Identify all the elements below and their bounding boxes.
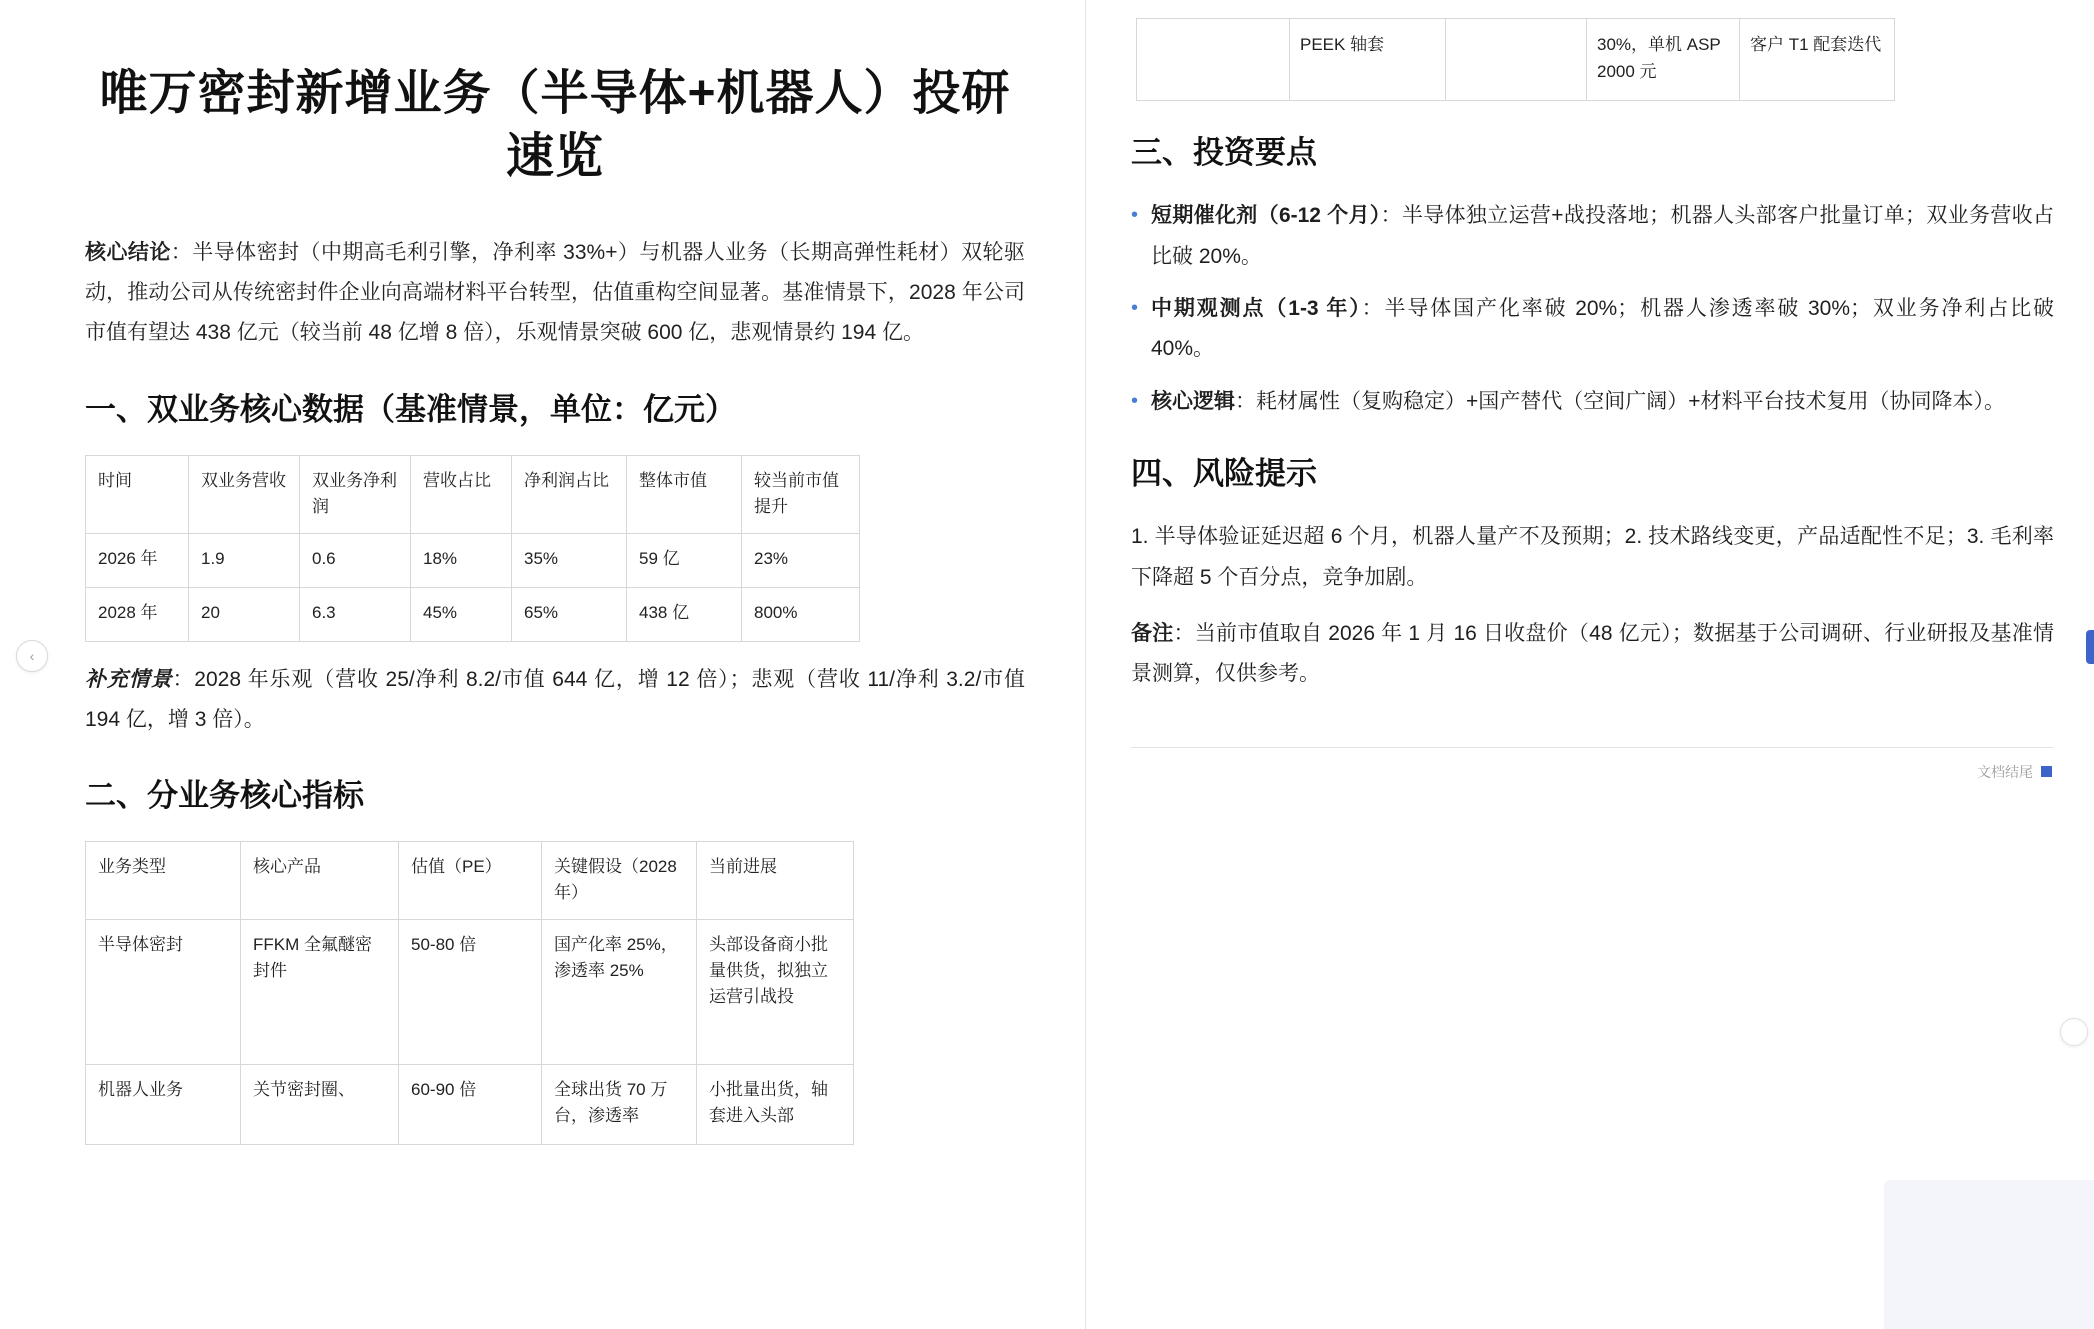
- table-cell: 20: [189, 587, 300, 641]
- table-cell: 1.9: [189, 533, 300, 587]
- table-header-cell: 双业务净利润: [300, 456, 411, 534]
- bullet-label: 核心逻辑: [1151, 389, 1235, 413]
- table-cell: FFKM 全氟醚密封件: [241, 919, 399, 1064]
- table-header-row: [86, 456, 860, 534]
- remark-paragraph: [1131, 614, 2054, 695]
- core-conclusion-text: ：半导体密封（中期高毛利引擎，净利率 33%+）与机器人业务（长期高弹性耗材）双轮驱动，推动公司从传统密封件企业向高端材料平台转型，估值重构空间显著。基准情景下，2028 年公司市值有望达 438 亿元（较当前 48 亿增 8 倍），乐观情景突破 600 亿，悲观情景约 194 亿。: [85, 240, 1025, 345]
- table-header-cell: 双业务营收: [189, 456, 300, 534]
- bullet-text: ：半导体独立运营+战投落地；机器人头部客户批量订单；双业务营收占比破 20%。: [1151, 204, 2054, 268]
- side-panel-handle[interactable]: [2086, 630, 2094, 664]
- table-cell: PEEK 轴套: [1290, 19, 1446, 101]
- bullet-text: ：耗材属性（复购稳定）+国产替代（空间广阔）+材料平台技术复用（协同降本）。: [1235, 389, 2006, 413]
- table-cell: 50-80 倍: [399, 919, 542, 1064]
- table-header-cell: 时间: [86, 456, 189, 534]
- business-metrics-table-continued: [1136, 18, 1895, 101]
- table-cell: 关节密封圈、: [241, 1064, 399, 1144]
- end-square-icon: [2041, 766, 2052, 777]
- remark-label: 备注: [1131, 621, 1174, 645]
- previous-page-arrow-button[interactable]: [16, 640, 48, 672]
- supplementary-scenario-label: 补充情景: [85, 667, 173, 691]
- table-cell: 头部设备商小批量供货，拟独立运营引战投: [697, 919, 854, 1064]
- table-cell: 438 亿: [627, 587, 742, 641]
- business-metrics-table: [85, 841, 854, 1145]
- table-cell: 2028 年: [86, 587, 189, 641]
- risk-text: 1. 半导体验证延迟超 6 个月，机器人量产不及预期；2. 技术路线变更，产品适配性不足；3. 毛利率下降超 5 个百分点，竞争加剧。: [1131, 525, 2054, 589]
- table-row: [86, 587, 860, 641]
- table-header-cell: 营收占比: [411, 456, 512, 534]
- document-end-label: 文档结尾: [1977, 763, 2033, 780]
- table-cell: 65%: [512, 587, 627, 641]
- bullet-label: 短期催化剂（6-12 个月）: [1151, 204, 1381, 228]
- table-header-cell: 净利润占比: [512, 456, 627, 534]
- table-cell: [1137, 19, 1290, 101]
- table-header-cell: 核心产品: [241, 841, 399, 919]
- chevron-left-icon: ‹: [29, 648, 35, 664]
- table-cell: 800%: [742, 587, 860, 641]
- table-cell: [1446, 19, 1587, 101]
- table-row: [86, 1064, 854, 1144]
- list-item: [1131, 289, 2054, 370]
- core-conclusion-paragraph: [85, 233, 1025, 354]
- list-item: [1131, 196, 2054, 277]
- right-column: [1086, 0, 2094, 1329]
- table-cell: 35%: [512, 533, 627, 587]
- table-row: [86, 533, 860, 587]
- investment-points-list: [1131, 196, 2054, 422]
- table-header-cell: 业务类型: [86, 841, 241, 919]
- table-cell: 60-90 倍: [399, 1064, 542, 1144]
- list-item: [1131, 382, 2054, 422]
- bullet-text: ：半导体国产化率破 20%；机器人渗透率破 30%；双业务净利占比破 40%。: [1151, 297, 2055, 361]
- table-cell: 6.3: [300, 587, 411, 641]
- side-panel-placeholder: [1884, 1180, 2094, 1329]
- section-1-heading: 一、双业务核心数据（基准情景，单位：亿元）: [85, 391, 736, 427]
- table-cell: 2026 年: [86, 533, 189, 587]
- table-cell: 30%，单机 ASP 2000 元: [1587, 19, 1740, 101]
- table-cell: 机器人业务: [86, 1064, 241, 1144]
- table-cell: 小批量出货，轴套进入头部: [697, 1064, 854, 1144]
- table-header-row: [86, 841, 854, 919]
- table-cell: 客户 T1 配套迭代: [1740, 19, 1895, 101]
- floating-action-button[interactable]: [2060, 1018, 2088, 1046]
- table-header-cell: 估值（PE）: [399, 841, 542, 919]
- table-cell: 全球出货 70 万台，渗透率: [542, 1064, 697, 1144]
- table-row: [86, 919, 854, 1064]
- supplementary-scenario-text: ：2028 年乐观（营收 25/净利 8.2/市值 644 亿，增 12 倍）；悲观（营收 11/净利 3.2/市值 194 亿，增 3 倍）。: [85, 667, 1025, 731]
- table-row: [1137, 19, 1895, 101]
- section-4-heading: 四、风险提示: [1131, 455, 1317, 491]
- section-2-heading: 二、分业务核心指标: [85, 777, 364, 813]
- footer-divider: [1131, 747, 2054, 748]
- table-cell: 半导体密封: [86, 919, 241, 1064]
- table-header-cell: 关键假设（2028 年）: [542, 841, 697, 919]
- supplementary-scenario-note: [85, 660, 1025, 740]
- table-header-cell: 较当前市值提升: [742, 456, 860, 534]
- page-title: 唯万密封新增业务（半导体+机器人）投研速览: [99, 67, 1011, 184]
- table-header-cell: 整体市值: [627, 456, 742, 534]
- document-end-marker: [1131, 762, 2054, 782]
- remark-text: ：当前市值取自 2026 年 1 月 16 日收盘价（48 亿元）；数据基于公司调研、行业研报及基准情景测算，仅供参考。: [1131, 621, 2055, 686]
- table-cell: 45%: [411, 587, 512, 641]
- core-conclusion-label: 核心结论: [85, 240, 171, 264]
- table-cell: 59 亿: [627, 533, 742, 587]
- table-cell: 23%: [742, 533, 860, 587]
- dual-business-core-data-table: [85, 455, 860, 642]
- table-header-cell: 当前进展: [697, 841, 854, 919]
- section-3-heading: 三、投资要点: [1131, 135, 1317, 170]
- table-cell: 国产化率 25%，渗透率 25%: [542, 919, 697, 1064]
- bullet-label: 中期观测点（1-3 年）: [1151, 297, 1362, 321]
- table-cell: 18%: [411, 533, 512, 587]
- table-cell: 0.6: [300, 533, 411, 587]
